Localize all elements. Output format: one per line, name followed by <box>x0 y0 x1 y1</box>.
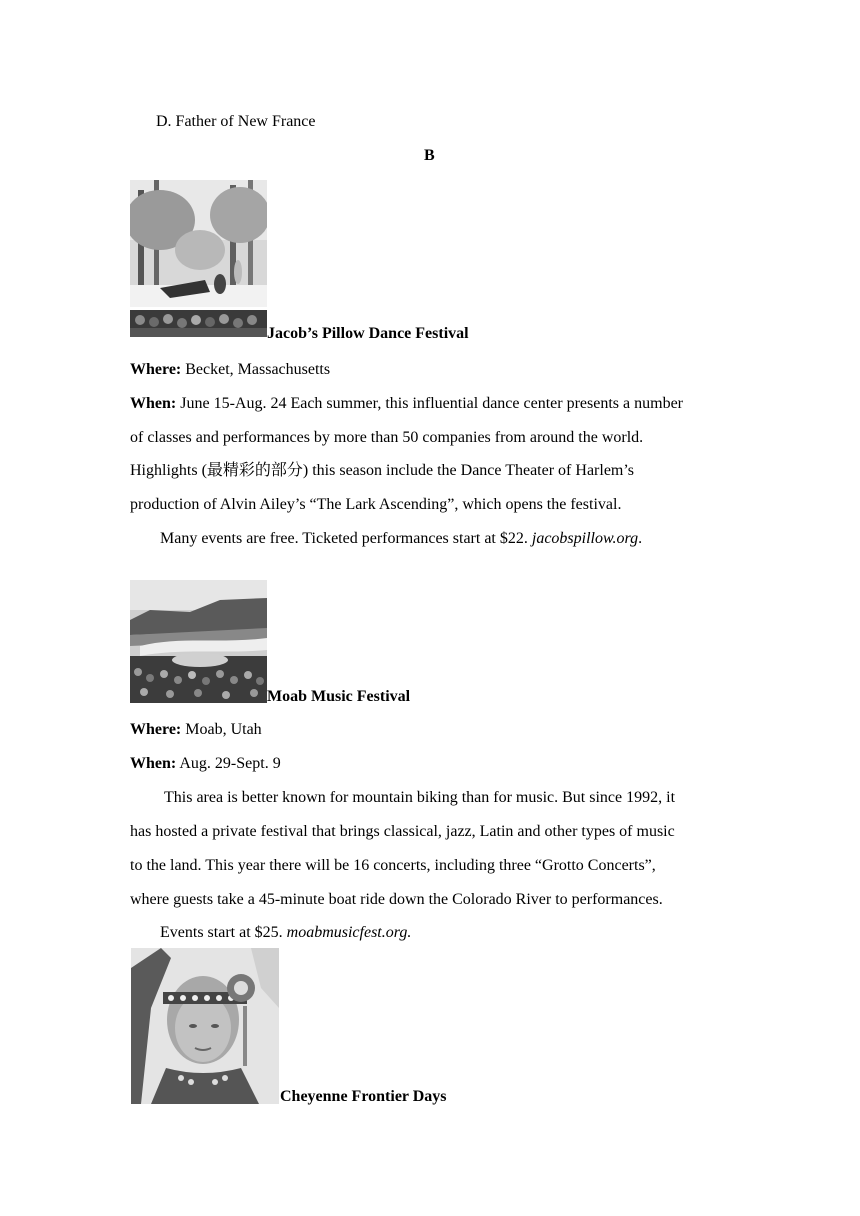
event-url: jacobspillow.org <box>531 530 639 547</box>
answer-option-d: D. Father of New France <box>156 113 316 130</box>
frontier-days-photo <box>131 948 279 1104</box>
event-where-moab <box>130 720 262 740</box>
event-title-moab: Moab Music Festival <box>267 688 411 705</box>
price-text: Events start at $25. <box>160 924 283 941</box>
where-value: Moab, Utah <box>185 721 262 738</box>
event-price-moab <box>160 923 411 943</box>
body-line: production of Alvin Ailey’s “The Lark Ascending”, which opens the festival. <box>130 496 622 513</box>
dance-festival-photo <box>130 180 267 337</box>
price-text: Many events are free. Ticketed performances start at $22. <box>160 530 528 547</box>
event-where-jacobs-pillow <box>130 360 330 380</box>
when-label: When: <box>130 755 177 772</box>
when-label: When: <box>130 395 177 412</box>
event-when-moab <box>130 754 281 774</box>
event-title-cheyenne: Cheyenne Frontier Days <box>280 1088 447 1105</box>
body-line: Highlights (最精彩的部分) this season include the Dance Theater of Harlem’s <box>130 462 635 479</box>
body-line: to the land. This year there will be 16 concerts, including three “Grotto Concerts”, <box>130 857 656 874</box>
body-line: of classes and performances by more than 50 companies from around the world. <box>130 429 644 446</box>
body-line: where guests take a 45-minute boat ride down the Colorado River to performances. <box>130 891 663 908</box>
when-value: June 15-Aug. 24 Each summer, this influential dance center presents a number <box>180 395 683 412</box>
where-value: Becket, Massachusetts <box>185 361 331 378</box>
where-label: Where: <box>130 361 182 378</box>
when-value: Aug. 29-Sept. 9 <box>179 755 281 772</box>
event-title-jacobs-pillow: Jacob’s Pillow Dance Festival <box>267 325 469 342</box>
event-url: moabmusicfest.org. <box>286 924 412 941</box>
url-period: . <box>638 530 643 547</box>
music-festival-photo <box>130 580 267 703</box>
event-when-jacobs-pillow <box>130 394 683 414</box>
where-label: Where: <box>130 721 182 738</box>
body-line: This area is better known for mountain biking than for music. But since 1992, it <box>164 789 676 806</box>
event-price-jacobs-pillow <box>160 529 642 549</box>
body-line: has hosted a private festival that brings classical, jazz, Latin and other types of music <box>130 823 675 840</box>
section-label: B <box>424 147 435 164</box>
